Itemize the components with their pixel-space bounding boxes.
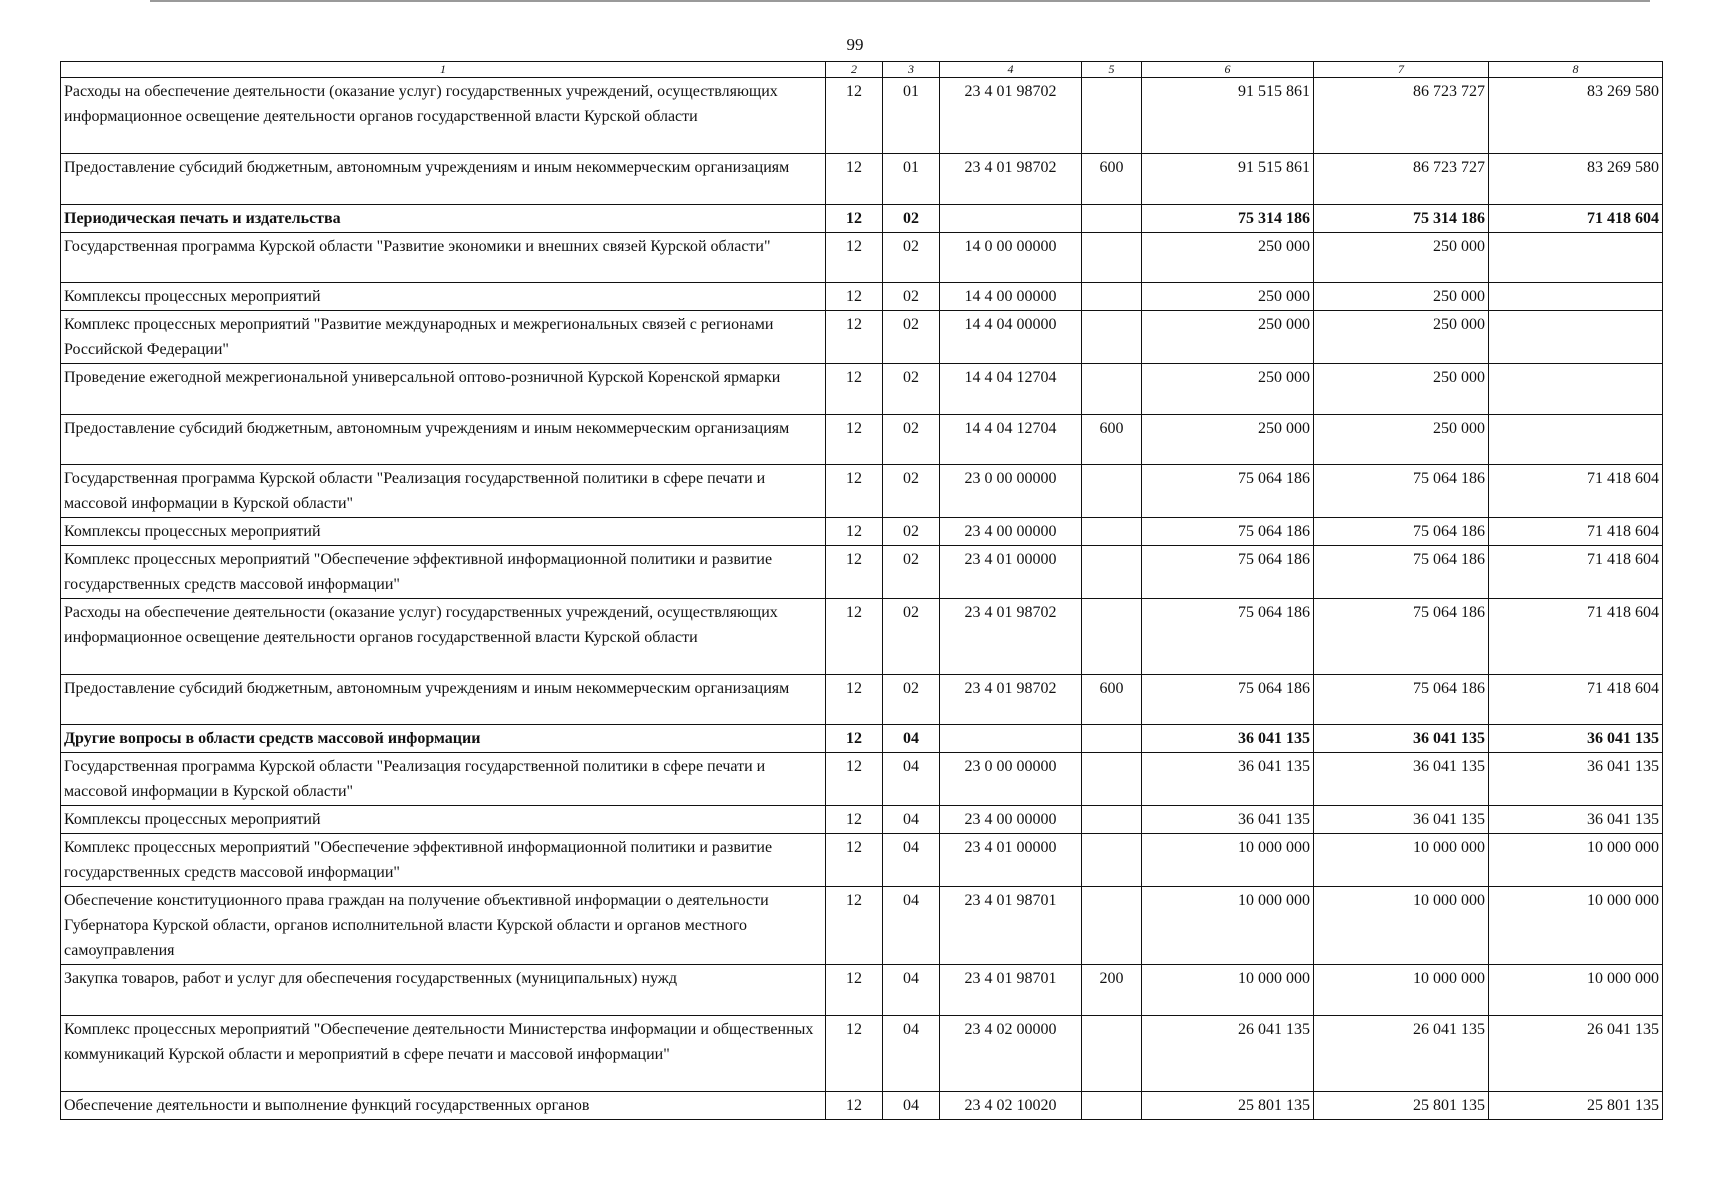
cell-section: 12 <box>826 599 883 675</box>
column-number: 2 <box>826 62 883 78</box>
cell-expense-type <box>1082 311 1142 364</box>
cell-expense-type <box>1082 887 1142 965</box>
cell-amount-year3: 36 041 135 <box>1489 806 1663 834</box>
cell-section: 12 <box>826 675 883 725</box>
cell-amount-year3: 10 000 000 <box>1489 965 1663 1016</box>
cell-target-article: 23 4 01 00000 <box>940 834 1082 887</box>
cell-subsection: 02 <box>883 364 940 415</box>
cell-target-article <box>940 725 1082 753</box>
cell-section: 12 <box>826 311 883 364</box>
cell-name: Обеспечение деятельности и выполнение функций государственных органов <box>61 1092 826 1120</box>
cell-expense-type: 600 <box>1082 675 1142 725</box>
cell-amount-year1: 10 000 000 <box>1142 887 1314 965</box>
cell-subsection: 02 <box>883 518 940 546</box>
cell-expense-type: 600 <box>1082 415 1142 465</box>
column-number: 7 <box>1314 62 1489 78</box>
cell-amount-year1: 25 801 135 <box>1142 1092 1314 1120</box>
cell-amount-year1: 250 000 <box>1142 364 1314 415</box>
cell-section: 12 <box>826 518 883 546</box>
table-body <box>61 78 1663 1120</box>
cell-target-article: 23 4 01 98702 <box>940 78 1082 154</box>
page-number: 99 <box>846 35 864 54</box>
budget-table <box>60 61 1663 1120</box>
cell-amount-year2: 250 000 <box>1314 283 1489 311</box>
cell-amount-year2: 10 000 000 <box>1314 965 1489 1016</box>
table-row <box>61 78 1663 154</box>
table-row <box>61 1016 1663 1092</box>
cell-expense-type: 200 <box>1082 965 1142 1016</box>
cell-amount-year1: 75 314 186 <box>1142 205 1314 233</box>
cell-amount-year1: 75 064 186 <box>1142 465 1314 518</box>
cell-target-article: 14 4 04 12704 <box>940 415 1082 465</box>
cell-amount-year2: 25 801 135 <box>1314 1092 1489 1120</box>
cell-amount-year2: 86 723 727 <box>1314 154 1489 205</box>
table-row <box>61 364 1663 415</box>
cell-name: Государственная программа Курской области "Развитие экономики и внешних связей Курской области" <box>61 233 826 283</box>
cell-amount-year3 <box>1489 415 1663 465</box>
table-row <box>61 205 1663 233</box>
table-row <box>61 415 1663 465</box>
cell-expense-type <box>1082 283 1142 311</box>
cell-amount-year3: 71 418 604 <box>1489 518 1663 546</box>
cell-expense-type <box>1082 725 1142 753</box>
cell-section: 12 <box>826 806 883 834</box>
cell-amount-year1: 26 041 135 <box>1142 1016 1314 1092</box>
cell-subsection: 04 <box>883 725 940 753</box>
cell-amount-year1: 91 515 861 <box>1142 154 1314 205</box>
cell-name: Расходы на обеспечение деятельности (оказание услуг) государственных учреждений, осуществляющих информационное освещение деятельности органов государственной власти Курской области <box>61 78 826 154</box>
cell-subsection: 04 <box>883 1016 940 1092</box>
table-row <box>61 887 1663 965</box>
cell-amount-year2: 75 064 186 <box>1314 599 1489 675</box>
cell-amount-year3 <box>1489 311 1663 364</box>
cell-expense-type <box>1082 546 1142 599</box>
cell-amount-year1: 91 515 861 <box>1142 78 1314 154</box>
cell-section: 12 <box>826 465 883 518</box>
table-row <box>61 599 1663 675</box>
column-number: 1 <box>61 62 826 78</box>
cell-name: Закупка товаров, работ и услуг для обеспечения государственных (муниципальных) нужд <box>61 965 826 1016</box>
cell-amount-year3: 71 418 604 <box>1489 465 1663 518</box>
cell-amount-year1: 75 064 186 <box>1142 546 1314 599</box>
cell-name: Предоставление субсидий бюджетным, автономным учреждениям и иным некоммерческим организациям <box>61 415 826 465</box>
cell-expense-type <box>1082 205 1142 233</box>
cell-target-article: 14 0 00 00000 <box>940 233 1082 283</box>
table-row <box>61 283 1663 311</box>
cell-amount-year1: 36 041 135 <box>1142 725 1314 753</box>
cell-amount-year2: 10 000 000 <box>1314 834 1489 887</box>
cell-amount-year3 <box>1489 364 1663 415</box>
table-row <box>61 154 1663 205</box>
cell-amount-year2: 36 041 135 <box>1314 806 1489 834</box>
cell-target-article: 23 4 00 00000 <box>940 806 1082 834</box>
cell-amount-year2: 75 064 186 <box>1314 465 1489 518</box>
cell-amount-year2: 86 723 727 <box>1314 78 1489 154</box>
cell-amount-year3: 71 418 604 <box>1489 205 1663 233</box>
table-row <box>61 834 1663 887</box>
cell-name: Комплексы процессных мероприятий <box>61 518 826 546</box>
cell-section: 12 <box>826 415 883 465</box>
cell-name: Предоставление субсидий бюджетным, автономным учреждениям и иным некоммерческим организациям <box>61 675 826 725</box>
cell-amount-year2: 36 041 135 <box>1314 753 1489 806</box>
cell-target-article: 23 4 01 98702 <box>940 154 1082 205</box>
cell-section: 12 <box>826 1092 883 1120</box>
column-number: 3 <box>883 62 940 78</box>
cell-section: 12 <box>826 283 883 311</box>
cell-name: Предоставление субсидий бюджетным, автономным учреждениям и иным некоммерческим организациям <box>61 154 826 205</box>
cell-name: Другие вопросы в области средств массовой информации <box>61 725 826 753</box>
cell-expense-type <box>1082 1016 1142 1092</box>
cell-subsection: 02 <box>883 311 940 364</box>
cell-expense-type <box>1082 753 1142 806</box>
table-row <box>61 675 1663 725</box>
cell-amount-year1: 250 000 <box>1142 283 1314 311</box>
cell-amount-year2: 36 041 135 <box>1314 725 1489 753</box>
cell-amount-year2: 10 000 000 <box>1314 887 1489 965</box>
cell-subsection: 04 <box>883 834 940 887</box>
cell-subsection: 02 <box>883 465 940 518</box>
cell-name: Комплекс процессных мероприятий "Развитие международных и межрегиональных связей с регионами Российской Федерации" <box>61 311 826 364</box>
cell-subsection: 04 <box>883 887 940 965</box>
cell-amount-year2: 250 000 <box>1314 364 1489 415</box>
cell-expense-type <box>1082 834 1142 887</box>
column-number: 5 <box>1082 62 1142 78</box>
cell-name: Проведение ежегодной межрегиональной универсальной оптово-розничной Курской Коренской ярмарки <box>61 364 826 415</box>
cell-expense-type: 600 <box>1082 154 1142 205</box>
table-row <box>61 311 1663 364</box>
cell-expense-type <box>1082 465 1142 518</box>
cell-expense-type <box>1082 78 1142 154</box>
cell-amount-year2: 250 000 <box>1314 415 1489 465</box>
cell-target-article: 23 4 01 00000 <box>940 546 1082 599</box>
cell-amount-year2: 26 041 135 <box>1314 1016 1489 1092</box>
table-row <box>61 806 1663 834</box>
cell-name: Расходы на обеспечение деятельности (оказание услуг) государственных учреждений, осуществляющих информационное освещение деятельности органов государственной власти Курской области <box>61 599 826 675</box>
cell-expense-type <box>1082 233 1142 283</box>
cell-expense-type <box>1082 806 1142 834</box>
cell-name: Периодическая печать и издательства <box>61 205 826 233</box>
cell-subsection: 02 <box>883 415 940 465</box>
cell-amount-year3: 36 041 135 <box>1489 725 1663 753</box>
cell-section: 12 <box>826 834 883 887</box>
cell-name: Обеспечение конституционного права граждан на получение объективной информации о деятельности Губернатора Курской области, органов исполнительной власти Курской области и органов местного самоуправления <box>61 887 826 965</box>
cell-subsection: 02 <box>883 546 940 599</box>
cell-amount-year3: 71 418 604 <box>1489 546 1663 599</box>
cell-section: 12 <box>826 78 883 154</box>
cell-name: Государственная программа Курской области "Реализация государственной политики в сфере печати и массовой информации в Курской области" <box>61 753 826 806</box>
cell-expense-type <box>1082 1092 1142 1120</box>
cell-subsection: 02 <box>883 233 940 283</box>
cell-amount-year2: 75 064 186 <box>1314 546 1489 599</box>
cell-target-article: 14 4 04 12704 <box>940 364 1082 415</box>
cell-target-article: 23 4 01 98701 <box>940 965 1082 1016</box>
cell-amount-year2: 250 000 <box>1314 311 1489 364</box>
cell-name: Комплекс процессных мероприятий "Обеспечение эффективной информационной политики и развитие государственных средств массовой информации" <box>61 546 826 599</box>
cell-amount-year1: 10 000 000 <box>1142 834 1314 887</box>
cell-amount-year3: 71 418 604 <box>1489 599 1663 675</box>
budget-table-sheet <box>60 61 1663 1120</box>
cell-subsection: 04 <box>883 965 940 1016</box>
cell-subsection: 04 <box>883 753 940 806</box>
cell-target-article <box>940 205 1082 233</box>
table-row <box>61 725 1663 753</box>
cell-target-article: 23 4 02 00000 <box>940 1016 1082 1092</box>
table-row <box>61 465 1663 518</box>
cell-amount-year2: 75 314 186 <box>1314 205 1489 233</box>
cell-expense-type <box>1082 518 1142 546</box>
cell-section: 12 <box>826 233 883 283</box>
cell-name: Комплексы процессных мероприятий <box>61 283 826 311</box>
cell-name: Комплекс процессных мероприятий "Обеспечение деятельности Министерства информации и общественных коммуникаций Курской области и мероприятий в сфере печати и массовой информации" <box>61 1016 826 1092</box>
cell-target-article: 14 4 04 00000 <box>940 311 1082 364</box>
cell-subsection: 04 <box>883 1092 940 1120</box>
cell-amount-year3 <box>1489 283 1663 311</box>
cell-section: 12 <box>826 1016 883 1092</box>
cell-subsection: 04 <box>883 806 940 834</box>
cell-amount-year1: 250 000 <box>1142 311 1314 364</box>
cell-amount-year3 <box>1489 233 1663 283</box>
table-row <box>61 1092 1663 1120</box>
cell-section: 12 <box>826 205 883 233</box>
cell-subsection: 01 <box>883 154 940 205</box>
cell-amount-year3: 83 269 580 <box>1489 78 1663 154</box>
cell-amount-year1: 36 041 135 <box>1142 806 1314 834</box>
cell-target-article: 23 4 00 00000 <box>940 518 1082 546</box>
cell-section: 12 <box>826 154 883 205</box>
cell-subsection: 01 <box>883 78 940 154</box>
column-number: 8 <box>1489 62 1663 78</box>
cell-section: 12 <box>826 546 883 599</box>
cell-amount-year3: 36 041 135 <box>1489 753 1663 806</box>
cell-target-article: 23 0 00 00000 <box>940 465 1082 518</box>
cell-name: Комплекс процессных мероприятий "Обеспечение эффективной информационной политики и развитие государственных средств массовой информации" <box>61 834 826 887</box>
column-number: 6 <box>1142 62 1314 78</box>
column-number: 4 <box>940 62 1082 78</box>
cell-subsection: 02 <box>883 283 940 311</box>
cell-name: Комплексы процессных мероприятий <box>61 806 826 834</box>
table-row <box>61 233 1663 283</box>
cell-target-article: 14 4 00 00000 <box>940 283 1082 311</box>
cell-amount-year3: 25 801 135 <box>1489 1092 1663 1120</box>
cell-section: 12 <box>826 364 883 415</box>
cell-subsection: 02 <box>883 205 940 233</box>
cell-expense-type <box>1082 364 1142 415</box>
table-row <box>61 518 1663 546</box>
cell-amount-year3: 26 041 135 <box>1489 1016 1663 1092</box>
cell-amount-year1: 250 000 <box>1142 233 1314 283</box>
cell-amount-year2: 250 000 <box>1314 233 1489 283</box>
table-row <box>61 546 1663 599</box>
cell-target-article: 23 4 01 98702 <box>940 599 1082 675</box>
cell-target-article: 23 4 01 98701 <box>940 887 1082 965</box>
scan-top-line <box>150 0 1650 2</box>
cell-name: Государственная программа Курской области "Реализация государственной политики в сфере печати и массовой информации в Курской области" <box>61 465 826 518</box>
table-row <box>61 753 1663 806</box>
cell-amount-year2: 75 064 186 <box>1314 518 1489 546</box>
cell-amount-year3: 10 000 000 <box>1489 834 1663 887</box>
cell-target-article: 23 0 00 00000 <box>940 753 1082 806</box>
cell-expense-type <box>1082 599 1142 675</box>
cell-section: 12 <box>826 965 883 1016</box>
cell-amount-year1: 75 064 186 <box>1142 518 1314 546</box>
cell-target-article: 23 4 01 98702 <box>940 675 1082 725</box>
cell-section: 12 <box>826 753 883 806</box>
cell-target-article: 23 4 02 10020 <box>940 1092 1082 1120</box>
cell-amount-year1: 250 000 <box>1142 415 1314 465</box>
cell-section: 12 <box>826 725 883 753</box>
cell-amount-year1: 36 041 135 <box>1142 753 1314 806</box>
cell-subsection: 02 <box>883 675 940 725</box>
cell-amount-year2: 75 064 186 <box>1314 675 1489 725</box>
cell-subsection: 02 <box>883 599 940 675</box>
cell-section: 12 <box>826 887 883 965</box>
cell-amount-year1: 75 064 186 <box>1142 599 1314 675</box>
cell-amount-year1: 10 000 000 <box>1142 965 1314 1016</box>
cell-amount-year3: 83 269 580 <box>1489 154 1663 205</box>
cell-amount-year3: 10 000 000 <box>1489 887 1663 965</box>
cell-amount-year3: 71 418 604 <box>1489 675 1663 725</box>
table-row <box>61 965 1663 1016</box>
column-number-row <box>61 62 1663 78</box>
cell-amount-year1: 75 064 186 <box>1142 675 1314 725</box>
